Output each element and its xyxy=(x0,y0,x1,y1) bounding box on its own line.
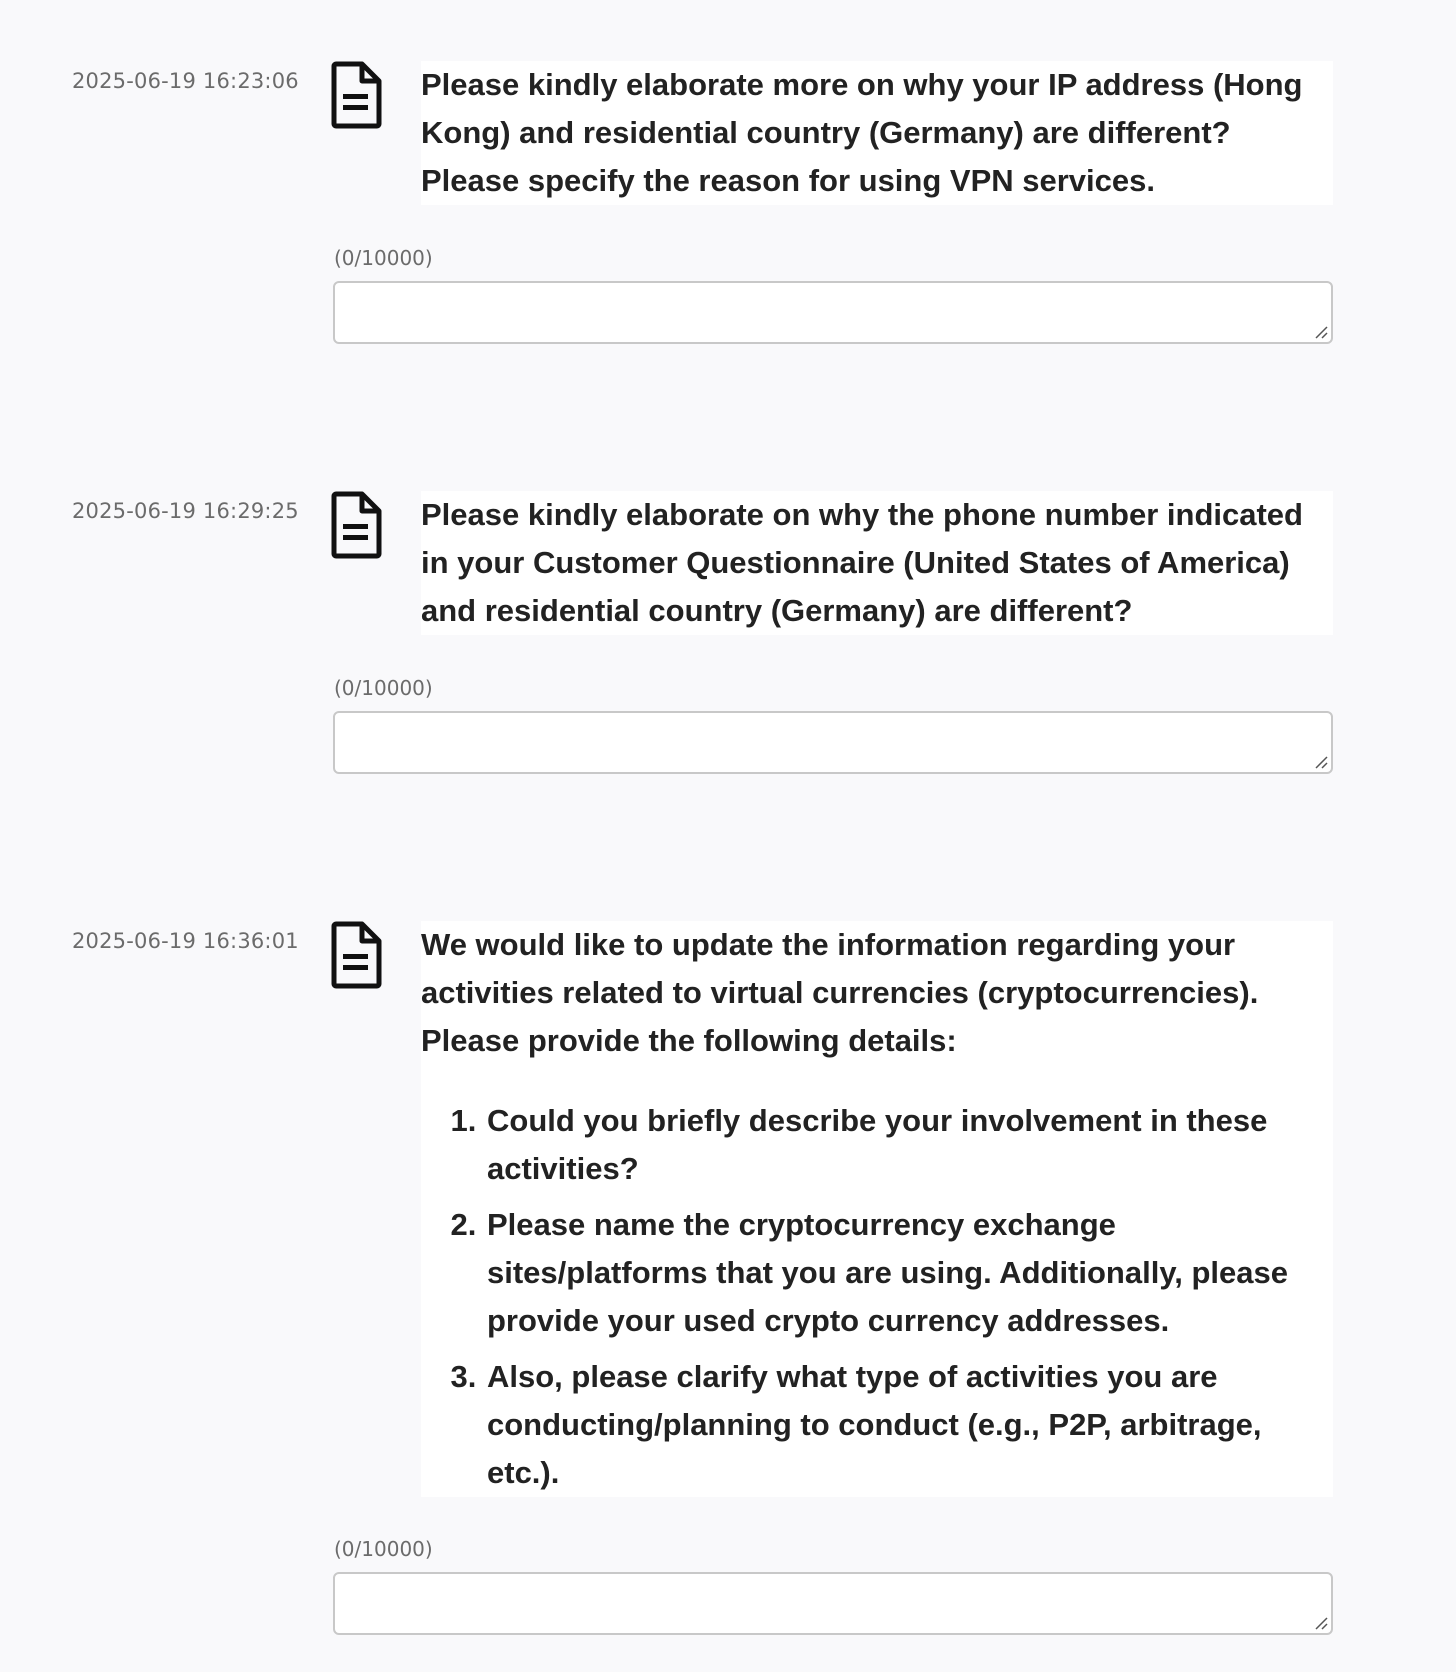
document-icon xyxy=(330,491,384,559)
character-counter: (0/10000) xyxy=(334,246,433,270)
resize-grip-icon[interactable] xyxy=(1314,325,1328,339)
list-item: 3. Also, please clarify what type of activities you are conducting/planning to conduct (e.g., P2P, arbitrage, etc.). xyxy=(485,1353,1333,1497)
message-timestamp: 2025-06-19 16:36:01 xyxy=(72,929,299,953)
resize-grip-icon[interactable] xyxy=(1314,1616,1328,1630)
list-item: 1. Could you briefly describe your involvement in these activities? xyxy=(485,1097,1333,1193)
character-counter: (0/10000) xyxy=(334,676,433,700)
message-timestamp: 2025-06-19 16:23:06 xyxy=(72,69,299,93)
message-entry xyxy=(0,921,1456,1641)
resize-grip-icon[interactable] xyxy=(1314,755,1328,769)
document-icon xyxy=(330,61,384,129)
message-entry xyxy=(0,61,1456,351)
message-entry xyxy=(0,491,1456,781)
document-icon xyxy=(330,921,384,989)
character-counter: (0/10000) xyxy=(334,1537,433,1561)
answer-textarea[interactable] xyxy=(333,711,1333,774)
question-paragraph: Please kindly elaborate on why the phone number indicated in your Customer Questionnaire (United States of America) and residential country (Germany) are different? xyxy=(421,497,1303,628)
question-text xyxy=(421,61,1333,205)
question-text xyxy=(421,491,1333,635)
question-paragraph: Please kindly elaborate more on why your IP address (Hong Kong) and residential country (Germany) are different? Please specify the reason for using VPN services. xyxy=(421,67,1303,198)
list-item: 2. Please name the cryptocurrency exchange sites/platforms that you are using. Additionally, please provide your used crypto currency addresses. xyxy=(485,1201,1333,1345)
answer-textarea[interactable] xyxy=(333,1572,1333,1635)
question-text xyxy=(421,921,1333,1497)
message-timestamp: 2025-06-19 16:29:25 xyxy=(72,499,299,523)
answer-textarea[interactable] xyxy=(333,281,1333,344)
question-list xyxy=(421,1097,1333,1497)
question-paragraph: We would like to update the information regarding your activities related to virtual currencies (cryptocurrencies). Please provide the following details: xyxy=(421,927,1259,1058)
